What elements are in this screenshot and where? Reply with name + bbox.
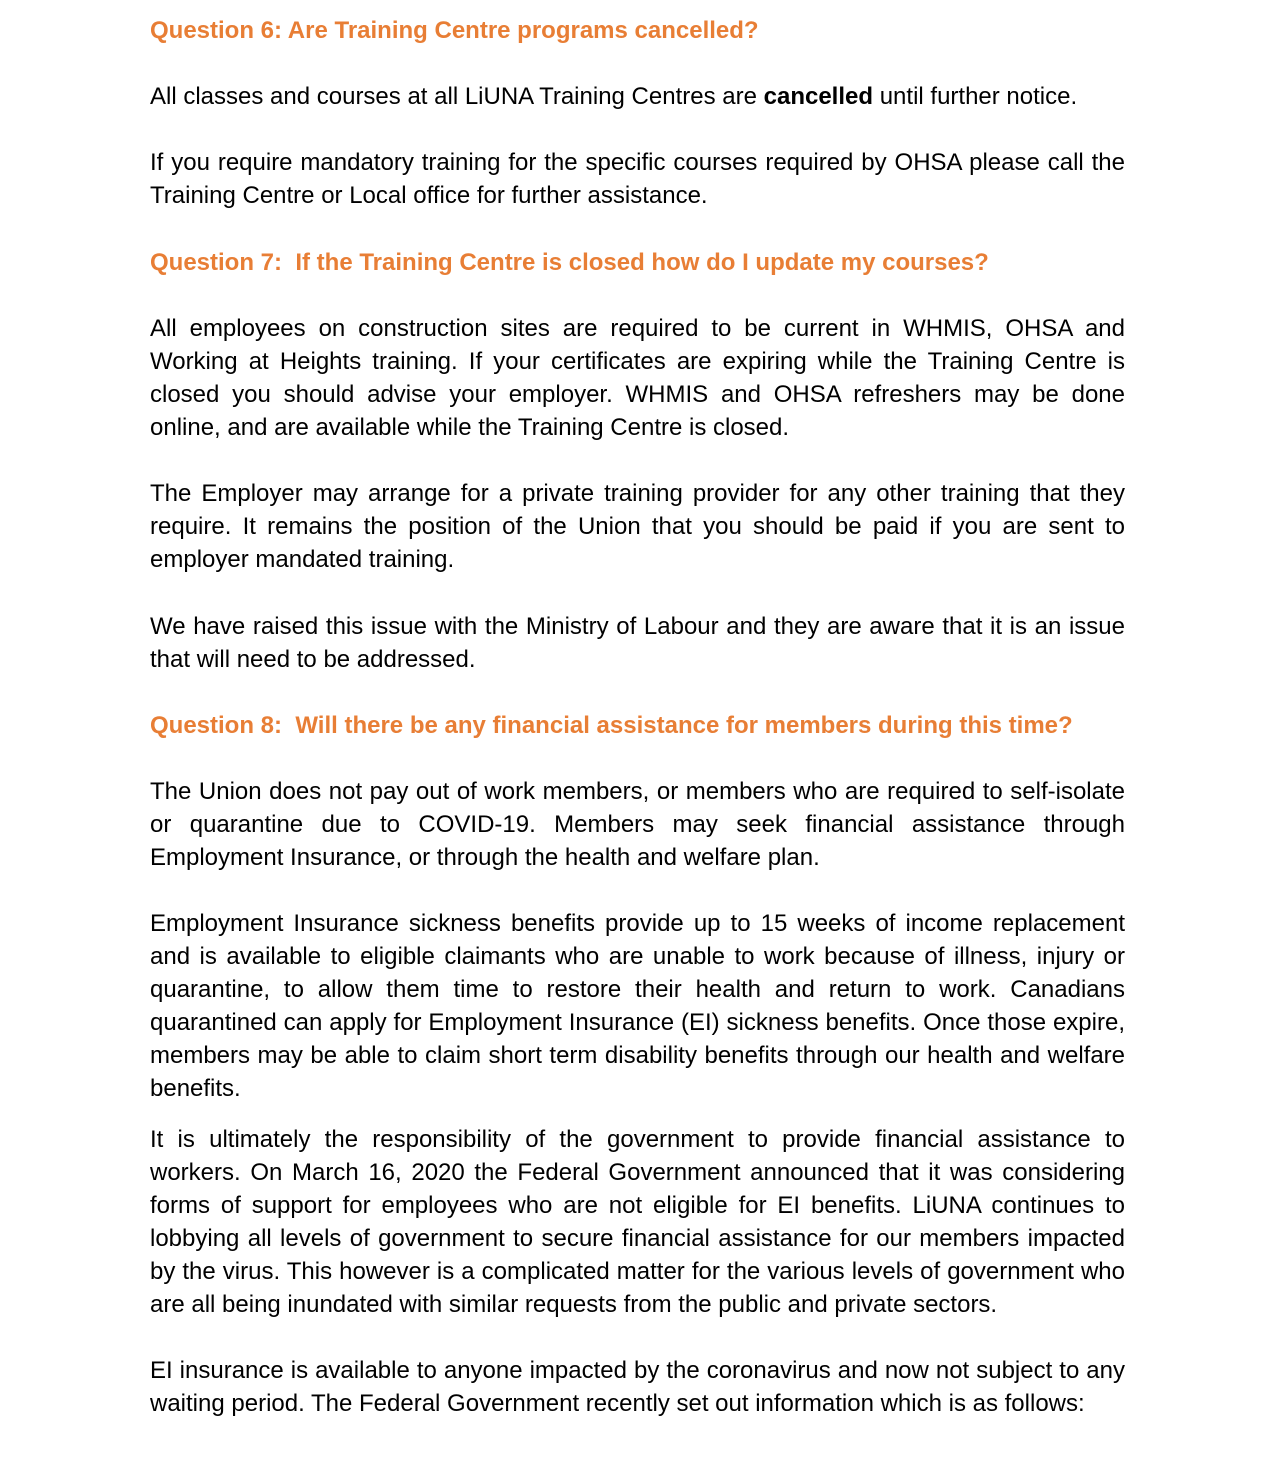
question-6-paragraph-1: [150, 80, 1125, 113]
question-6-heading: Question 6: Are Training Centre programs cancelled?: [150, 17, 759, 44]
question-8-paragraph-4: EI insurance is available to anyone impacted by the coronavirus and now not subject to any waiting period. The Federal Government recently set out information which is as follows:: [150, 1357, 1125, 1417]
question-8-paragraph-2: Employment Insurance sickness benefits provide up to 15 weeks of income replacement and is available to eligible claimants who are unable to work because of illness, injury or quarantine, to allow them time to restore their health and return to work. Canadians quarantined can apply for Employment Insurance (EI) sickness benefits. Once those expire, members may be able to claim short term disability benefits through our health and welfare benefits.: [150, 910, 1125, 1102]
question-7-heading: Question 7: If the Training Centre is closed how do I update my courses?: [150, 249, 989, 276]
question-7-paragraph-2: The Employer may arrange for a private training provider for any other training that they require. It remains the position of the Union that you should be paid if you are sent to employer mandated training.: [150, 480, 1125, 573]
question-7-paragraph-3: We have raised this issue with the Ministry of Labour and they are aware that it is an issue that will need to be addressed.: [150, 613, 1125, 673]
paragraph-text: until further notice.: [873, 83, 1078, 110]
paragraph-text: All classes and courses at all LiUNA Training Centres are: [150, 83, 764, 110]
emphasis-cancelled: cancelled: [763, 83, 874, 110]
question-8-heading: Question 8: Will there be any financial assistance for members during this time?: [150, 712, 1073, 739]
question-6-paragraph-2: If you require mandatory training for the specific courses required by OHSA please call the Training Centre or Local office for further assistance.: [150, 149, 1125, 209]
question-8-paragraph-3: It is ultimately the responsibility of the government to provide financial assistance to workers. On March 16, 2020 the Federal Government announced that it was considering forms of support for employees who are not eligible for EI benefits. LiUNA continues to lobbying all levels of government to secure financial assistance for our members impacted by the virus. This however is a complicated matter for the various levels of government who are all being inundated with similar requests from the public and private sectors.: [150, 1126, 1125, 1318]
question-7-paragraph-1: All employees on construction sites are required to be current in WHMIS, OHSA and Working at Heights training. If your certificates are expiring while the Training Centre is closed you should advise your employer. WHMIS and OHSA refreshers may be done online, and are available while the Training Centre is closed.: [150, 315, 1125, 441]
question-8-paragraph-1: The Union does not pay out of work members, or members who are required to self-isolate or quarantine due to COVID-19. Members may seek financial assistance through Employment Insurance, or through the health and welfare plan.: [150, 778, 1125, 871]
